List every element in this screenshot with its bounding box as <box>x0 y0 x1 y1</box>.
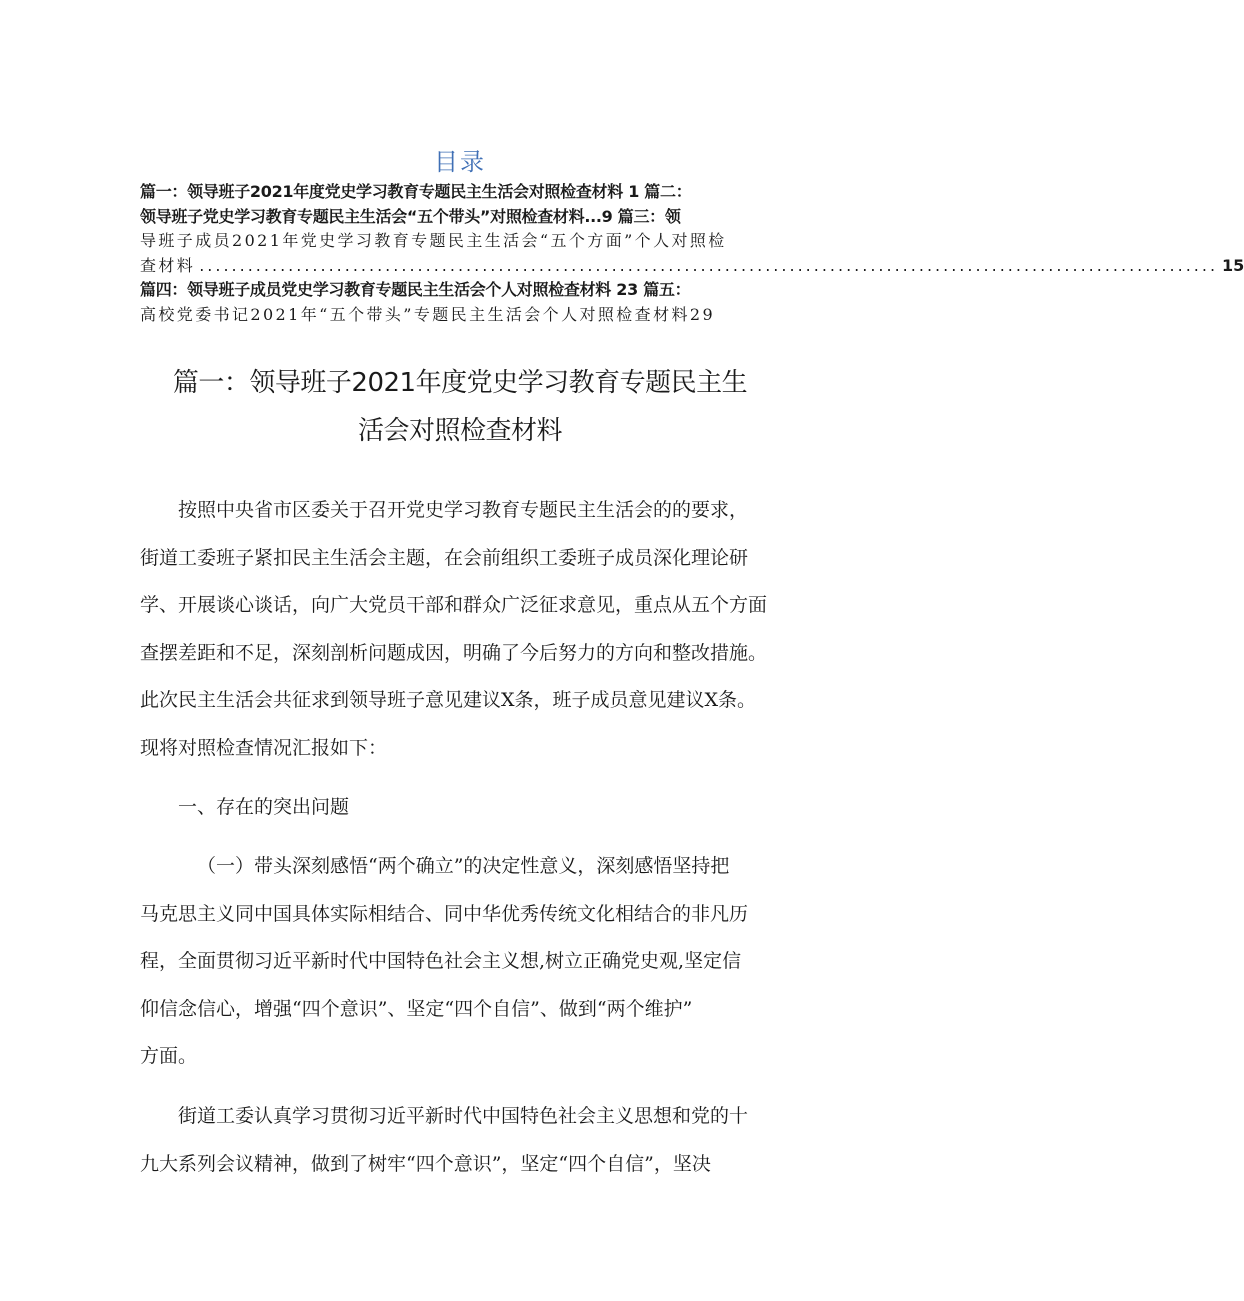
toc-entry-label: 查材料 <box>140 255 196 275</box>
paragraph-line: 此次民主生活会共征求到领导班子意见建议X条，班子成员意见建议X条。 <box>140 689 757 711</box>
paragraph-line: 街道工委班子紧扣民主生活会主题，在会前组织工委班子成员深化理论研 <box>140 546 749 569</box>
paragraph-line: 按照中央省市区委关于召开党史学习教育专题民主生活会的的要求， <box>178 499 749 521</box>
toc-entry-leader[interactable] <box>140 254 1244 279</box>
section-title-text: 一、存在的突出问题 <box>178 796 350 818</box>
toc-entry[interactable]: 导班子成员2021年党史学习教育专题民主生活会“五个方面”个人对照检 <box>140 231 727 250</box>
paragraph-issue-1 <box>140 843 790 1081</box>
paragraph-line: 九大系列会议精神，做到了树牢“四个意识”，坚定“四个自信”，坚决 <box>140 1152 711 1175</box>
section-heading-line: 篇一：领导班子2021年度党史学习教育专题民主生 <box>172 368 748 398</box>
paragraph-line: 查摆差距和不足，深刻剖析问题成因，明确了今后努力的方向和整改措施。 <box>140 641 768 664</box>
paragraph-line: 方面。 <box>140 1045 198 1067</box>
section-title <box>140 784 790 832</box>
toc-entry[interactable]: 篇四：领导班子成员党史学习教育专题民主生活会个人对照检查材料 23 篇五： <box>140 280 691 299</box>
paragraph-line: 现将对照检查情况汇报如下： <box>140 736 388 759</box>
paragraph-line: 程，全面贯彻习近平新时代中国特色社会主义想,树立正确党史观,坚定信 <box>140 950 742 972</box>
toc-title: 目录 <box>434 148 486 176</box>
paragraph-line: （一）带头深刻感悟“两个确立”的决定性意义，深刻感悟坚持把 <box>197 855 730 877</box>
toc-entry[interactable]: 篇一：领导班子2021年度党史学习教育专题民主生活会对照检查材料 1 篇二： <box>140 182 692 201</box>
paragraph-body <box>140 1093 790 1188</box>
table-of-contents <box>140 180 1244 327</box>
paragraph-line: 学、开展谈心谈话，向广大党员干部和群众广泛征求意见，重点从五个方面 <box>140 594 768 616</box>
section-heading-line: 活会对照检查材料 <box>357 416 562 446</box>
paragraph-line: 马克思主义同中国具体实际相结合、同中华优秀传统文化相结合的非凡历 <box>140 902 749 925</box>
paragraph-line: 仰信念信心，增强“四个意识”、坚定“四个自信”、做到“两个维护” <box>140 997 693 1020</box>
toc-leader-dots: .............................................................................................................................. <box>199 255 1219 275</box>
paragraph-intro <box>140 487 790 772</box>
paragraph-line: 街道工委认真学习贯彻习近平新时代中国特色社会主义思想和党的十 <box>178 1105 749 1127</box>
toc-entry[interactable]: 领导班子党史学习教育专题民主生活会“五个带头”对照检查材料...9 篇三：领 <box>140 206 681 226</box>
toc-entry[interactable]: 高校党委书记2021年“五个带头”专题民主生活会个人对照检查材料29 <box>140 304 716 324</box>
toc-page-number: 15 <box>1222 255 1244 275</box>
